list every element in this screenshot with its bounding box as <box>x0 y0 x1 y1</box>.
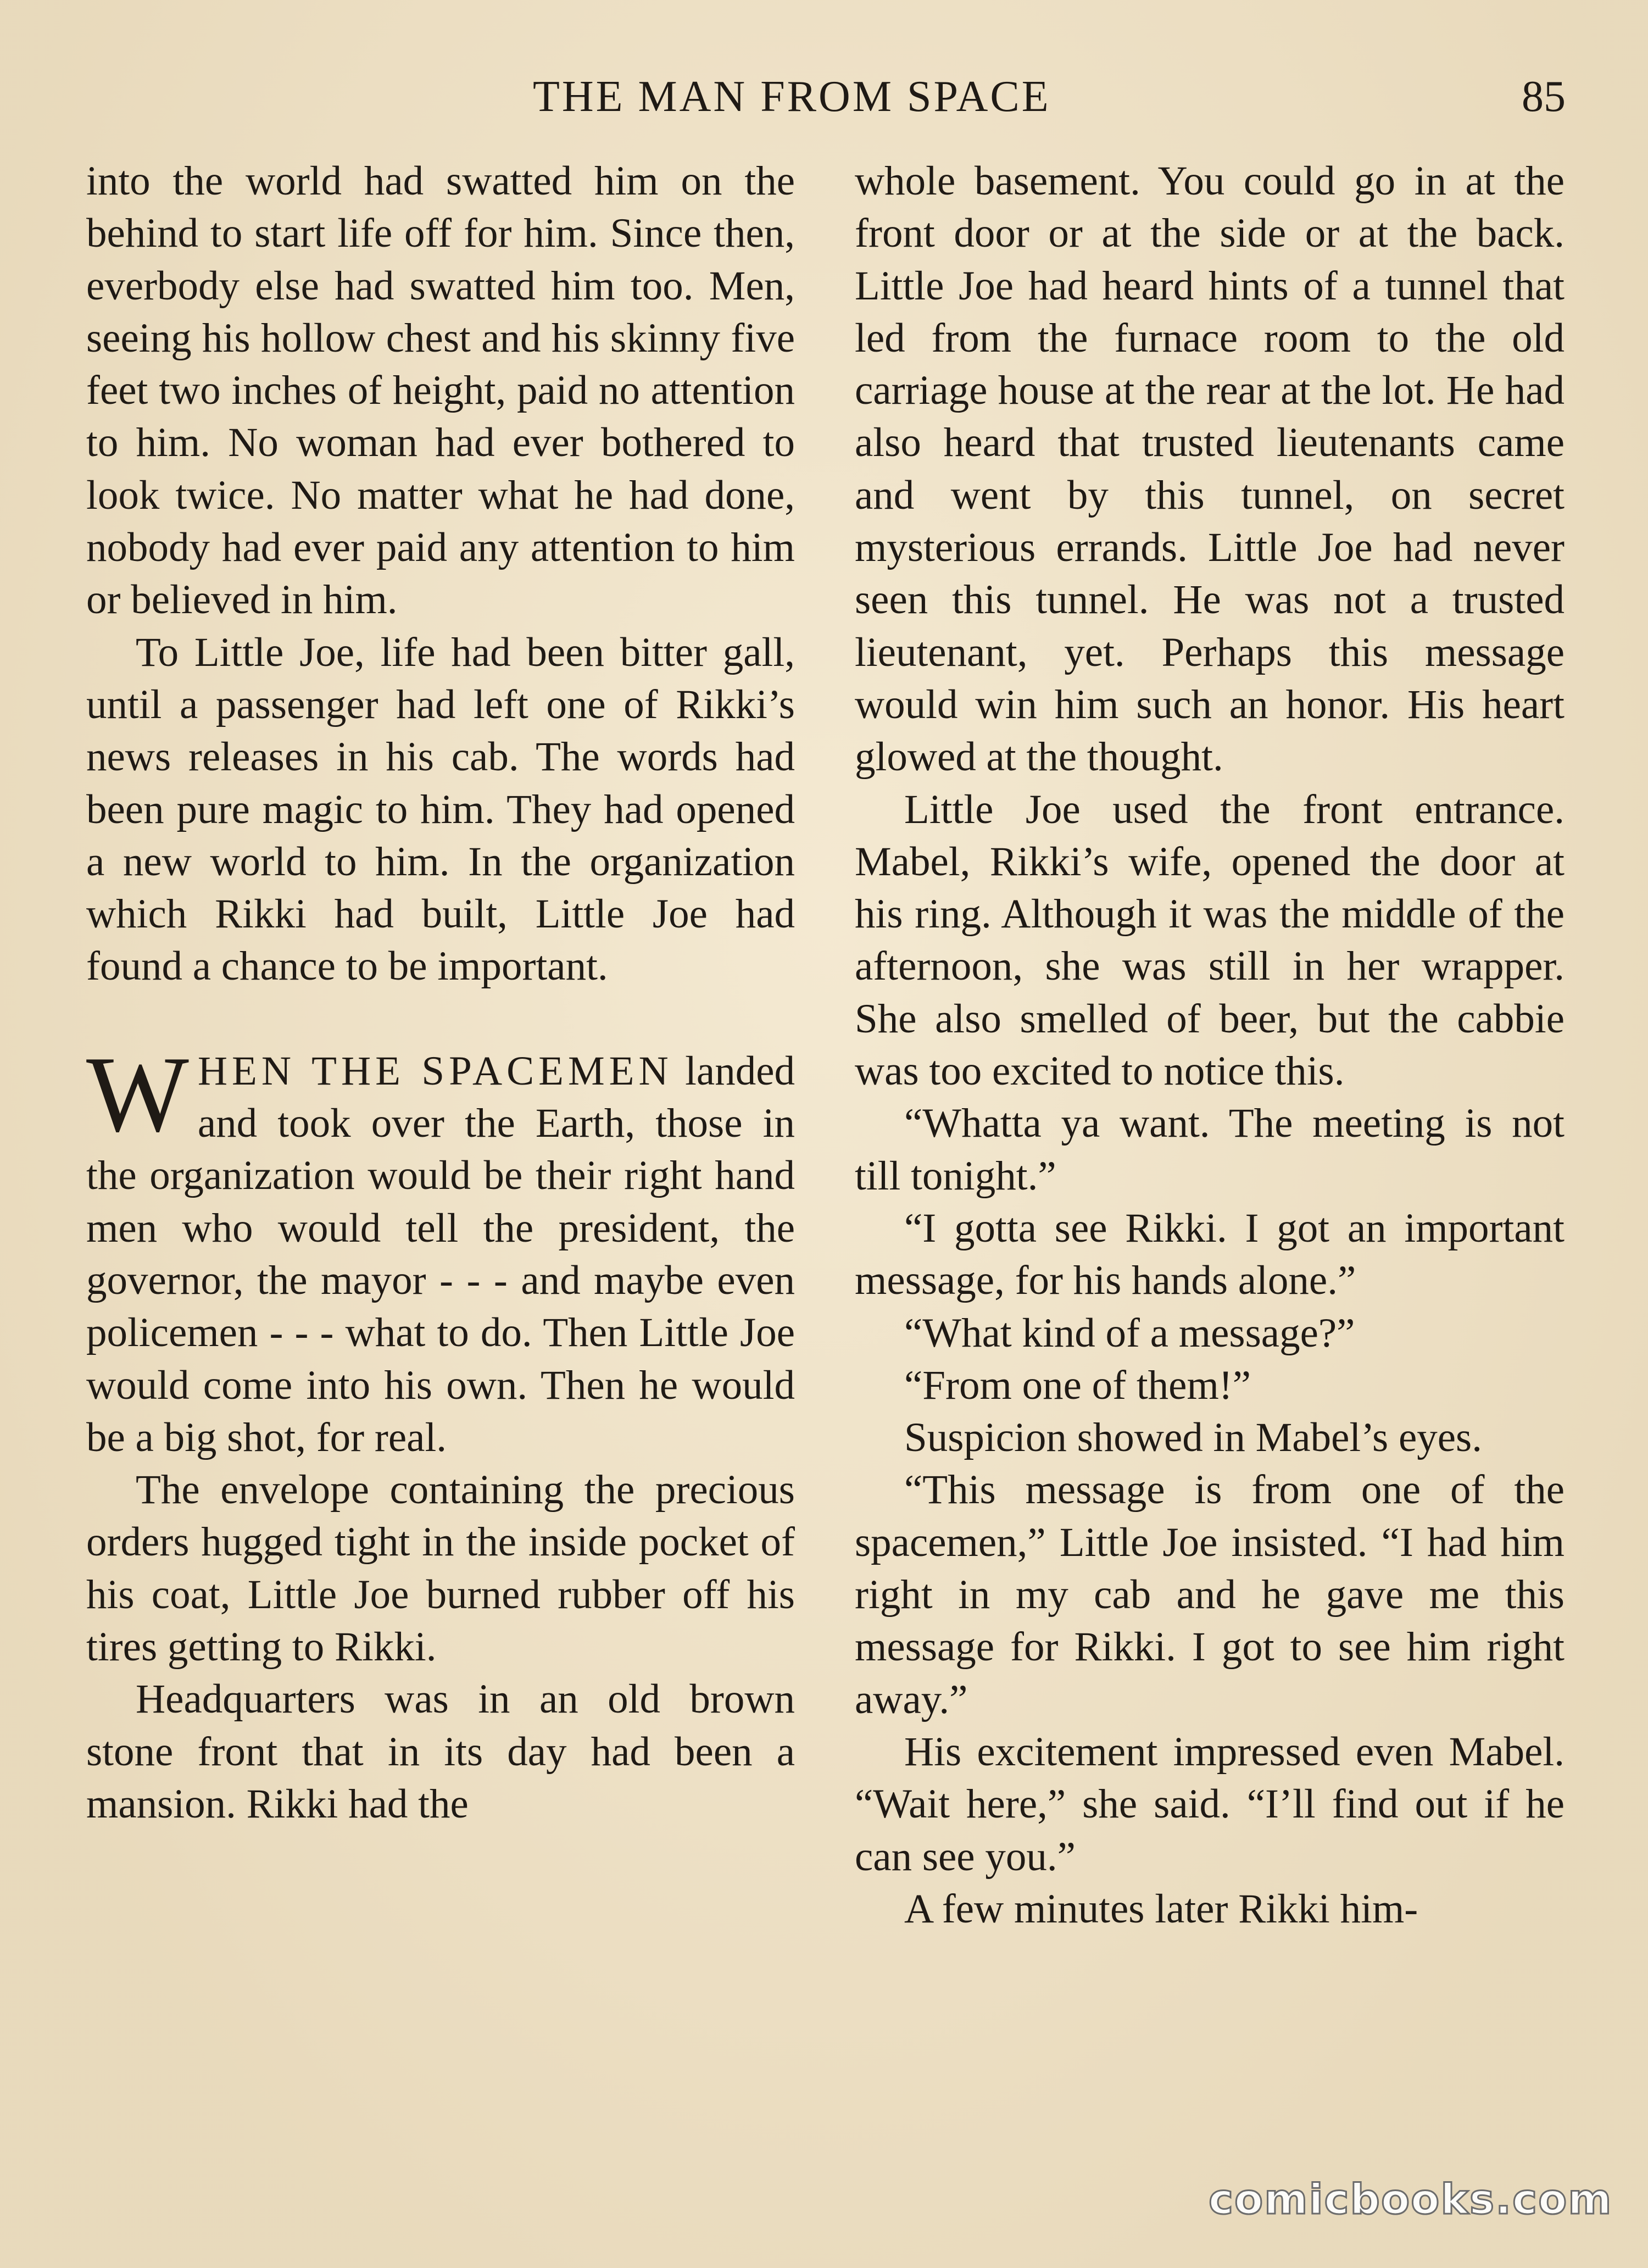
paragraph: His excitement impressed even Mabel. “Wait here,” she said. “I’ll find out if he can see you.” <box>855 1728 1565 1880</box>
running-title: THE MAN FROM SPACE <box>533 73 1051 121</box>
paragraph: Headquarters was in an old brown stone front that in its day had been a mansion. Rikki had the <box>86 1676 795 1827</box>
paragraph: into the world had swatted him on the behind to start life off for him. Since then, everbody else had swatted him too. Men, seeing his hollow chest and his skinny five feet two inches of height, paid no attention to him. No woman had ever bothered to look twice. No matter what he had done, nobody had ever paid any attention to him or believed in him. <box>86 158 795 623</box>
left-column <box>86 155 795 1830</box>
paragraph-text: landed and took over the Earth, those in the organization would be their right hand men who would tell the president, the governor, the mayor - - - and maybe even policemen - - - what to do. Then Little Joe would come into his own. Then he would be a big shot, for real. <box>86 1048 795 1460</box>
paragraph: whole basement. You could go in at the front door or at the side or at the back. Little Joe had heard hints of a tunnel that led from the furnace room to the old carriage house at the rear at the lot. He had also heard that trusted lieutenants came and went by this tunnel, on secret mysterious errands. Little Joe had never seen this tunnel. He was not a trusted lieutenant, yet. Perhaps this message would win him such an honor. His heart glowed at the thought. <box>855 158 1565 780</box>
paragraph: “I gotta see Rikki. I got an important message, for his hands alone.” <box>855 1205 1565 1304</box>
paragraph: Suspicion showed in Mabel’s eyes. <box>904 1415 1482 1461</box>
paragraph: The envelope containing the precious orders hugged tight in the inside pocket of his coat, Little Joe burned rubber off his tires getting to Rikki. <box>86 1467 795 1670</box>
paragraph: A few minutes later Rikki him- <box>904 1886 1418 1932</box>
watermark: comicbooks.com <box>1209 2175 1613 2223</box>
paragraph: “This message is from one of the spacemen,” Little Joe insisted. “I had him right in my cab and he gave me this message for Rikki. I got to see him right away.” <box>855 1467 1565 1722</box>
paragraph: “From one of them!” <box>904 1362 1251 1408</box>
section-opening-paragraph <box>86 1033 795 1464</box>
section-break <box>86 993 795 1045</box>
paragraph: Little Joe used the front entrance. Mabel, Rikki’s wife, opened the door at his ring. Although it was the middle of the afternoon, she was still in her wrapper. She also smelled of beer, but the cabbie was too excited to notice this. <box>855 786 1565 1094</box>
paragraph: To Little Joe, life had been bitter gall, until a passenger had left one of Rikki’s news releases in his cab. The words had been pure magic to him. They had opened a new world to him. In the organization which Rikki had built, Little Joe had found a chance to be important. <box>86 629 795 990</box>
small-caps-lead: HEN THE SPACEMEN <box>197 1048 673 1094</box>
page-number: 85 <box>1522 73 1566 121</box>
drop-cap: W <box>86 1033 189 1154</box>
paragraph: “Whatta ya want. The meeting is not till tonight.” <box>855 1100 1565 1199</box>
right-column <box>855 155 1565 1935</box>
paragraph: “What kind of a message?” <box>904 1310 1355 1356</box>
